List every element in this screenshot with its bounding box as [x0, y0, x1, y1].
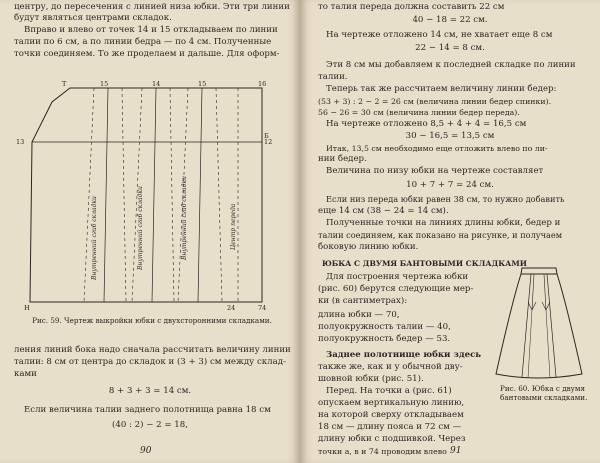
label-74: 74: [258, 304, 267, 312]
formula-c: 10 + 7 + 7 = 24 см.: [406, 180, 494, 190]
right-text-line: на которой сверху откладываем: [318, 410, 464, 420]
pattern-figure: [12, 80, 290, 320]
left-text-line: талии: 8 см от центра до складок и (3 + 3) см между склад-: [14, 357, 286, 367]
left-text-line: ления линий бока надо сначала рассчитать величину линии: [14, 345, 291, 355]
right-text-line: Эти 8 см мы добавляем к последней складке по линии: [326, 60, 576, 70]
right-text-line: (рис. 60) берутся следующие мер-: [318, 284, 474, 294]
right-text-line: Теперь так же рассчитаем величину линии бедер:: [326, 84, 557, 94]
right-text-line: Заднее полотнище юбки здесь: [326, 350, 482, 360]
right-text-line: точки а, в и 74 проводим влево: [318, 447, 447, 456]
formula-b: 22 − 14 = 8 см.: [415, 43, 485, 53]
section-heading: ЮБКА С ДВУМЯ БАНТОВЫМИ СКЛАДКАМИ: [322, 259, 527, 268]
right-text-line: (53 + 3) : 2 − 2 = 26 см (величина линии бедер спинки).: [318, 97, 552, 106]
page-number-right: 91: [450, 446, 462, 456]
left-text-line: Вправо и влево от точек 14 и 15 откладываем по линии: [24, 25, 278, 35]
label-13: 13: [16, 138, 25, 146]
pattern-drawing: [12, 80, 290, 320]
right-text-line: длина юбки — 70,: [318, 310, 400, 320]
right-text-line: еще 14 см (38 − 24 = 14 см).: [318, 206, 449, 216]
label-16: 16: [258, 80, 267, 88]
right-text-line: то талия переда должна составить 22 см: [318, 2, 505, 12]
label-12: 12: [264, 138, 273, 146]
right-text-line: боковую линию юбки.: [318, 242, 419, 252]
label-15: 15: [198, 80, 207, 88]
right-text-line: нии бедер.: [318, 154, 367, 164]
center-front-label: Центр переда: [230, 203, 237, 250]
right-text-line: 30 − 16,5 = 13,5 см: [405, 131, 495, 141]
left-text-line: будут являться центрами складок.: [14, 13, 172, 23]
left-text-line: талии по 6 см, а по линии бедра — по 4 см. Полученные: [14, 37, 272, 47]
formula-a: 40 − 18 = 22 см.: [412, 15, 488, 25]
right-text-line: опускаем вертикальную линию,: [318, 398, 465, 408]
right-text-line: Для построения чертежа юбки: [326, 272, 469, 282]
right-text-line: талии.: [318, 72, 348, 82]
right-text-line: Полученные точки на линиях длины юбки, бедер и: [326, 218, 561, 228]
fold-label-2: Внутренний сгиб складки: [137, 186, 144, 270]
right-text-line: Если низ переда юбки равен 38 см, то нужно добавить: [326, 194, 565, 204]
label-15-left: 15: [100, 80, 109, 88]
left-text-line: Если величина талии заднего полотнища равна 18 см: [24, 405, 271, 415]
right-text-line: полуокружность бедер — 53.: [318, 334, 451, 344]
figure-60-caption: Рис. 60. Юбка с двумя бантовыми складками.: [500, 384, 588, 402]
right-text-line: 56 − 26 = 30 см (величина линии бедер переда).: [318, 108, 520, 117]
right-text-line: талии соединяем, как показано на рисунке, и получаем: [318, 230, 563, 240]
right-text-line: Величина по низу юбки на чертеже составляет: [326, 166, 544, 176]
skirt-figure: [482, 262, 594, 382]
right-text-line: также же, как и у обычной дву-: [318, 362, 463, 372]
formula-2: (40 : 2) − 2 = 18,: [112, 420, 188, 430]
label-t: Т: [62, 80, 67, 88]
right-page: [300, 0, 600, 463]
figure-59-caption: Рис. 59. Чертеж выкройки юбки с двухсторонними складками.: [32, 316, 272, 325]
left-text-line: центру, до пересечения с линией низа юбки. Эти три линии: [14, 2, 290, 12]
label-b: Б: [264, 132, 269, 140]
right-text-line: На чертеже отложено 14 см, не хватает еще 8 см: [326, 30, 553, 40]
right-text-line: полуокружность талии — 40,: [318, 322, 451, 332]
formula-1: 8 + 3 + 3 = 14 см.: [108, 386, 192, 396]
right-text-line: Перед. На точки а (рис. 61): [326, 386, 452, 396]
left-text-line: ками: [14, 369, 37, 379]
fold-label-1: Внутренний сгиб складки: [91, 196, 98, 280]
label-24: 24: [227, 304, 236, 312]
label-14: 14: [152, 80, 161, 88]
page-number-left: 90: [140, 446, 152, 456]
right-text-line: На чертеже отложено 8,5 + 4 + 4 = 16,5 см: [326, 119, 527, 129]
right-text-line: длину юбки с подшивкой. Через: [318, 434, 466, 444]
left-text-line: точки соединяем. То же проделаем и дальше. Для оформ-: [14, 49, 280, 59]
right-text-line: Итак, 13,5 см необходимо еще отложить влево по ли-: [326, 144, 548, 153]
skirt-drawing: [482, 262, 594, 382]
label-h: Н: [24, 304, 30, 312]
right-text-line: ки (в сантиметрах):: [318, 296, 408, 306]
right-text-line: шовной юбки (рис. 51).: [318, 374, 424, 384]
fold-label-3: Внутренний сгиб складки: [181, 176, 188, 260]
right-text-line: 18 см — длину пояса и 72 см —: [318, 422, 462, 432]
